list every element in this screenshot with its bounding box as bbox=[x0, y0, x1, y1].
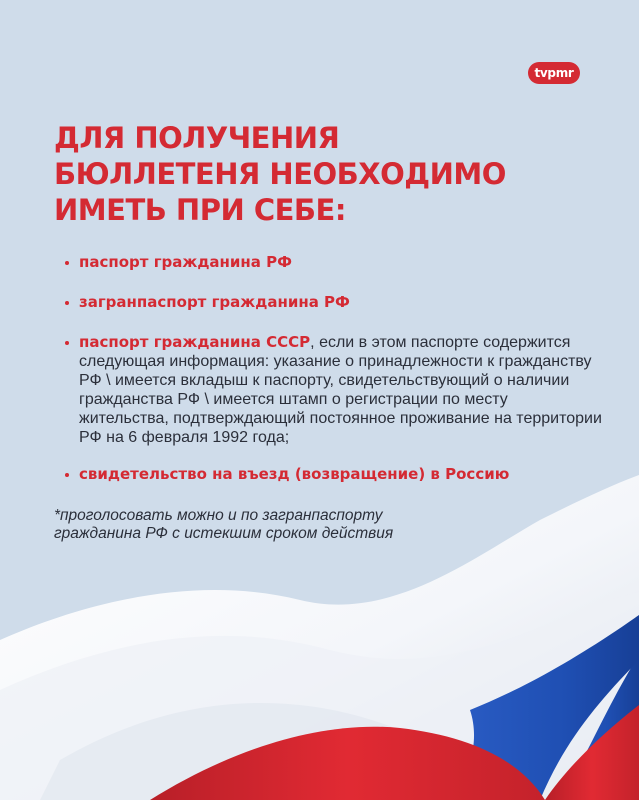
document-name: паспорт гражданина СССР bbox=[79, 333, 311, 351]
tvpmr-logo: tvpmr bbox=[528, 62, 580, 84]
list-item bbox=[62, 293, 602, 312]
document-name: загранпаспорт гражданина РФ bbox=[79, 293, 350, 311]
footnote bbox=[54, 507, 574, 543]
required-documents-list bbox=[62, 253, 602, 484]
title-line-1: ДЛЯ ПОЛУЧЕНИЯ bbox=[54, 121, 340, 155]
list-item bbox=[62, 333, 602, 447]
list-item bbox=[62, 253, 602, 272]
list-item bbox=[62, 465, 602, 484]
document-name: паспорт гражданина РФ bbox=[79, 253, 293, 271]
document-condition: , если в этом паспорте содержится следующая информация: указание о принадлежности к гражданству РФ \ имеется вкладыш к паспорту, свидетельствующий о наличии гражданства РФ \ имеется штамп о регистрации по месту жительства, подтверждающий постоянное проживание на территории РФ на 6 февраля 1992 года; bbox=[79, 334, 602, 446]
title-line-2: БЮЛЛЕТЕНЯ НЕОБХОДИМО bbox=[54, 157, 506, 191]
footnote-line-2: гражданина РФ с истекшим сроком действия bbox=[54, 525, 394, 542]
document-name: свидетельство на въезд (возвращение) в Россию bbox=[79, 465, 510, 483]
footnote-line-1: *проголосовать можно и по загранпаспорту bbox=[54, 507, 383, 524]
title-line-3: ИМЕТЬ ПРИ СЕБЕ: bbox=[54, 193, 346, 227]
page-title bbox=[54, 120, 614, 228]
